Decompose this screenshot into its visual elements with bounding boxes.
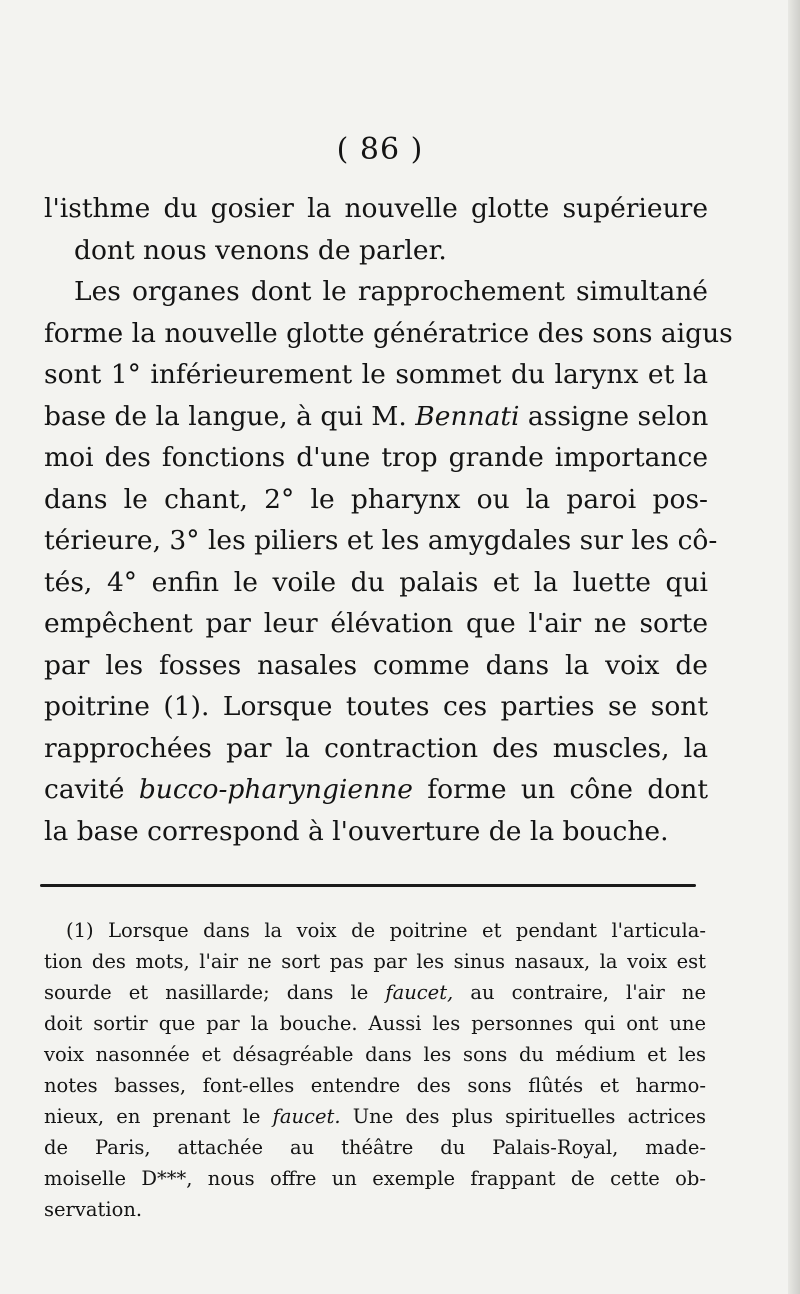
text-line: l'isthme du gosier la nouvelle glotte supérieure [44, 193, 708, 224]
footnote [44, 915, 706, 1225]
text-segment: au contraire, l'air ne [453, 981, 706, 1004]
main-text [44, 188, 733, 852]
footnote-line [44, 1101, 706, 1132]
text-segment: cavité [44, 774, 139, 805]
text-line: poitrine (1). Lorsque toutes ces parties se sont [44, 691, 708, 722]
text-line: forme la nouvelle glotte génératrice des sons aigus [44, 317, 733, 349]
text-line: empêchent par leur élévation que l'air ne sorte [44, 608, 708, 639]
text-line: térieure, 3° les piliers et les amygdales sur les cô- [44, 525, 718, 556]
text-segment: base de la langue, à qui M. [44, 400, 416, 432]
footnote-line [44, 977, 706, 1008]
text-line [44, 396, 708, 438]
text-segment: nieux, en prenant le [44, 1105, 273, 1128]
text-line: rapprochées par la contraction des muscles, la [44, 732, 708, 764]
footnote-line: tion des mots, l'air ne sort pas par les sinus nasaux, la voix est [44, 950, 706, 973]
text-line: moi des fonctions d'une trop grande importance [44, 442, 708, 473]
text-line: dans le chant, 2° le pharynx ou la paroi pos- [44, 483, 708, 515]
footnote-line: moiselle D***, nous offre un exemple frappant de cette ob- [44, 1167, 706, 1190]
text-line: tés, 4° enfin le voile du palais et la luette qui [44, 566, 708, 598]
footnote-line: (1) Lorsque dans la voix de poitrine et pendant l'articula- [66, 919, 706, 942]
italic-name-bennati: Bennati [415, 400, 520, 432]
italic-term: faucet. [272, 1105, 341, 1128]
text-line: sont 1° inférieurement le sommet du larynx et la [44, 359, 708, 390]
text-segment: Une des plus spirituelles actrices [340, 1105, 706, 1128]
text-segment: assigne selon [519, 400, 709, 432]
footnote-line: de Paris, attachée au théâtre du Palais-Royal, made- [44, 1136, 706, 1159]
page-number: ( 86 ) [336, 132, 424, 167]
italic-term: bucco-pharyngienne [138, 774, 413, 805]
footnote-separator-rule [40, 884, 696, 887]
italic-term: faucet, [385, 981, 454, 1004]
footnote-line: servation. [44, 1198, 143, 1221]
text-segment: forme un cône dont [412, 774, 709, 805]
page-edge-shadow [788, 0, 800, 1294]
text-line: dont nous venons de parler. [74, 234, 447, 266]
footnote-line: doit sortir que par la bouche. Aussi les personnes qui ont une [44, 1012, 706, 1035]
text-line [44, 769, 708, 811]
text-line: par les fosses nasales comme dans la voix de [44, 649, 708, 681]
footnote-line: notes basses, font-elles entendre des sons flûtés et harmo- [44, 1074, 706, 1097]
footnote-line: voix nasonnée et désagréable dans les sons du médium et les [44, 1043, 706, 1066]
text-line: Les organes dont le rapprochement simultané [74, 276, 708, 307]
text-line: la base correspond à l'ouverture de la bouche. [44, 815, 669, 847]
text-segment: sourde et nasillarde; dans le [44, 981, 386, 1004]
